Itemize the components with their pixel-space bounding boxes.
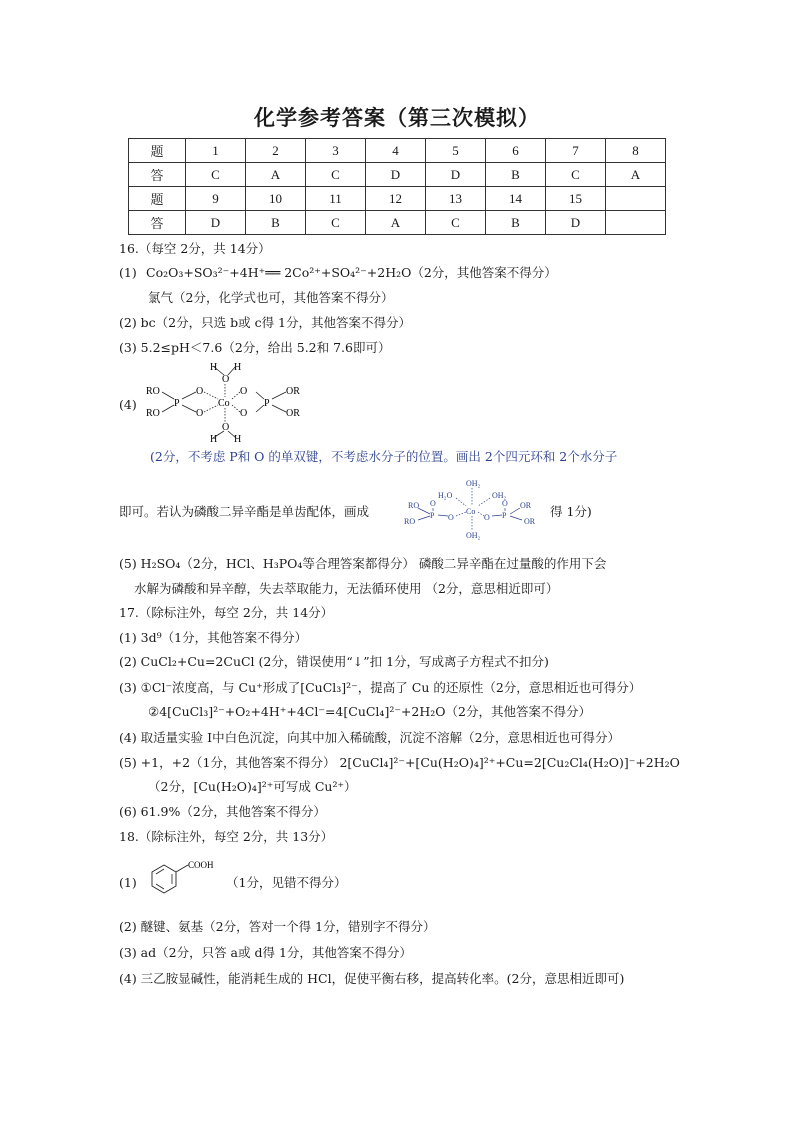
q16-4-note-1: (2分，不考虑 P和 O 的单双键，不考虑水分子的位置。画出 2个四元环和 2个水分子 (150, 449, 618, 464)
table-cell: 4 (366, 139, 426, 163)
q17-4-answer: (4) 取适量实验 I中白色沉淀，向其中加入稀硫酸，沉淀不溶解（2分，意思相近也可得分） (119, 730, 621, 745)
table-row (129, 163, 666, 187)
table-cell: 14 (486, 187, 546, 211)
q16-4-note-2a: 即可。若认为磷酸二异辛酯是单齿配体，画成 (119, 504, 370, 519)
q18-1-label: (1) (119, 875, 137, 890)
table-cell: D (546, 211, 606, 235)
q17-6-answer: (6) 61.9%（2分，其他答案不得分） (119, 804, 326, 819)
table-cell: C (306, 211, 366, 235)
or-label: OR (524, 517, 536, 526)
table-cell: D (426, 163, 486, 187)
ro-label: RO (404, 517, 416, 526)
or-label: OR (286, 386, 300, 397)
q16-heading: 16.（每空 2分，共 14分） (119, 241, 271, 256)
q17-heading: 17.（除标注外，每空 2分，共 14分） (119, 605, 334, 620)
hydrogen-label: H (210, 362, 218, 373)
table-cell (606, 211, 666, 235)
table-cell: 15 (546, 187, 606, 211)
table-cell: 题 (129, 187, 186, 211)
q17-5-answer-a: (5) +1，+2（1分，其他答案不得分） 2[CuCl₄]²⁻+[Cu(H₂O)₄]²⁺+Cu=2[Cu₂Cl₄(H₂O)]⁻+2H₂O (119, 755, 680, 770)
table-cell: C (186, 163, 246, 187)
table-cell: 12 (366, 187, 426, 211)
table-cell: D (366, 163, 426, 187)
table-cell: 11 (306, 187, 366, 211)
table-cell: B (246, 211, 306, 235)
ro-label: RO (146, 386, 160, 397)
oxygen-label: O (196, 386, 204, 397)
q18-heading: 18.（除标注外，每空 2分，共 13分） (119, 829, 334, 844)
answer-table (128, 138, 666, 235)
phosphorus-label: P (174, 398, 180, 409)
q16-3-answer: (3) 5.2≤pH＜7.6（2分，给出 5.2和 7.6即可） (119, 340, 391, 355)
table-cell: C (306, 163, 366, 187)
table-cell (606, 187, 666, 211)
cobalt-label: Co (466, 507, 476, 516)
or-label: OR (520, 501, 532, 510)
table-cell: 1 (186, 139, 246, 163)
q18-4-answer: (4) 三乙胺显碱性，能消耗生成的 HCl，促使平衡右移，提高转化率。(2分，意思相近即可) (119, 971, 625, 986)
water-label: OH₂ (466, 479, 481, 488)
table-cell: 5 (426, 139, 486, 163)
oxygen-label: O (448, 513, 454, 522)
table-cell: B (486, 211, 546, 235)
hydrogen-label: H (234, 362, 242, 373)
q17-2-answer: (2) CuCl₂+Cu=2CuCl (2分，错误使用“↓”扣 1分，写成离子方程式不扣分) (119, 654, 549, 669)
benzoic-acid-structure (142, 856, 224, 902)
ro-label: RO (146, 408, 160, 419)
table-cell: B (486, 163, 546, 187)
table-cell: 答 (129, 211, 186, 235)
table-cell: A (246, 163, 306, 187)
water-label: OH₂ (466, 531, 481, 540)
hydrogen-label: H (234, 434, 242, 444)
table-cell: D (186, 211, 246, 235)
table-cell: 10 (246, 187, 306, 211)
q16-1-label: (1) (119, 265, 137, 280)
or-label: OR (286, 408, 300, 419)
q16-4-note-2b: 得 1分) (550, 504, 592, 519)
table-row (129, 139, 666, 163)
phosphorus-label: P (430, 511, 435, 520)
table-cell: 8 (606, 139, 666, 163)
table-cell: 答 (129, 163, 186, 187)
table-cell: 3 (306, 139, 366, 163)
q17-1-answer: (1) 3d⁹（1分，其他答案不得分） (119, 630, 308, 645)
water-label: OH₂ (492, 491, 507, 500)
q16-2-answer: (2) bc（2分，只选 b或 c得 1分，其他答案不得分） (119, 315, 412, 330)
water-label: H₂O (438, 491, 453, 500)
table-cell: C (426, 211, 486, 235)
oxygen-label: O (196, 408, 204, 419)
q16-5-answer-b: 水解为磷酸和异辛醇，失去萃取能力，无法循环使用 （2分，意思相近即可） (134, 581, 559, 596)
q16-1-answer-b: 氯气（2分，化学式也可，其他答案不得分） (148, 290, 394, 305)
q17-5-answer-b: （2分，[Cu(H₂O)₄]²⁺可写成 Cu²⁺） (148, 779, 357, 794)
ro-label: RO (408, 501, 420, 510)
q18-3-answer: (3) ad（2分，只答 a或 d得 1分，其他答案不得分） (119, 945, 412, 960)
table-cell: A (606, 163, 666, 187)
monodentate-complex-structure (400, 478, 548, 542)
table-cell: 6 (486, 139, 546, 163)
page-title: 化学参考答案（第三次模拟） (254, 106, 540, 130)
q16-5-answer-a: (5) H₂SO₄（2分，HCl、H₃PO₄等合理答案都得分） 磷酸二异辛酯在过量酸的作用下会 (119, 556, 607, 571)
q16-1-equation: Co₂O₃+SO₃²⁻+4H⁺══ 2Co²⁺+SO₄²⁻+2H₂O（2分，其他答案不得分） (146, 265, 557, 280)
cobalt-complex-structure (140, 362, 310, 444)
q17-3-answer-a: (3) ①Cl⁻浓度高，与 Cu⁺形成了[CuCl₃]²⁻，提高了 Cu 的还原性（2分，意思相近也可得分） (119, 680, 642, 695)
table-cell: 7 (546, 139, 606, 163)
oxygen-label: O (222, 422, 230, 433)
oxygen-label: O (430, 499, 436, 508)
phosphorus-label: P (264, 398, 270, 409)
table-row (129, 211, 666, 235)
oxygen-label: O (222, 374, 230, 385)
q18-1-note: （1分，见错不得分） (226, 875, 347, 890)
oxygen-label: O (240, 408, 248, 419)
oxygen-label: O (502, 499, 508, 508)
q18-2-answer: (2) 醚键、氨基（2分，答对一个得 1分，错别字不得分） (119, 919, 436, 934)
table-cell: C (546, 163, 606, 187)
cobalt-label: Co (218, 398, 230, 409)
table-cell: 题 (129, 139, 186, 163)
table-cell: 13 (426, 187, 486, 211)
oxygen-label: O (484, 513, 490, 522)
table-cell: 2 (246, 139, 306, 163)
cooh-label: COOH (188, 860, 214, 870)
oxygen-label: O (240, 386, 248, 397)
table-cell: 9 (186, 187, 246, 211)
q17-3-answer-b: ②4[CuCl₃]²⁻+O₂+4H⁺+4Cl⁻=4[CuCl₄]²⁻+2H₂O（2分，其他答案不得分） (148, 704, 591, 719)
table-row (129, 187, 666, 211)
table-cell: A (366, 211, 426, 235)
hydrogen-label: H (210, 434, 218, 444)
q16-4-label: (4) (119, 397, 137, 412)
phosphorus-label: P (502, 511, 507, 520)
